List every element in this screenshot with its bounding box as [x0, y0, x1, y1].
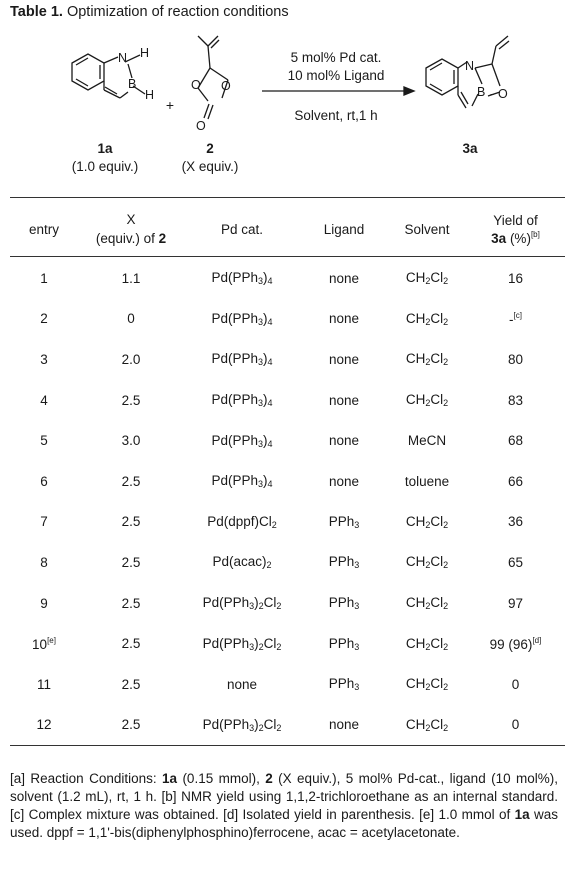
cell-yield: 66 [507, 473, 524, 489]
cell-solvent: toluene [404, 473, 450, 489]
cell-pd-cat: $Pd(PPh_3)_2Cl_2$ [202, 595, 282, 612]
table-row [10, 583, 565, 624]
cell-x-equiv: 2.5 [121, 595, 141, 611]
cell-ligand: none [328, 270, 360, 286]
table-row [10, 542, 565, 583]
atom-b-3a: B [477, 85, 486, 99]
cell-solvent: $CH_2Cl_2$ [405, 676, 449, 693]
label-3a: 3a [462, 141, 478, 156]
table-row [10, 623, 565, 664]
table-row [10, 258, 565, 299]
cell-solvent: $CH_2Cl_2$ [405, 716, 449, 733]
cell-yield: 97 [507, 595, 524, 611]
cell-entry: 12 [36, 717, 52, 733]
cell-yield: 65 [507, 554, 524, 570]
table-row [10, 461, 565, 502]
cell-x-equiv: 2.5 [121, 514, 141, 530]
cell-pd-cat: $Pd(PPh_3)_4$ [211, 270, 273, 287]
cell-entry: 1 [40, 270, 48, 286]
table-row [10, 339, 565, 380]
table-footnotes: [a] Reaction Conditions: 1a (0.15 mmol), 2 (X equiv.), 5 mol% Pd-cat., ligand (10 mol%), solvent (1.2 mL), rt, 1 h. [b] NMR yield using 1,1,2-trichloroethane as an internal standard. [c] Complex mixture was obtained. [d] Isolated yield in parenthesis. [e] 1.0 mmol of 1a was used. dppf = 1,1'-bis(diphenylphosphino)ferrocene, acac = acetylacetonate. [10, 771, 558, 840]
rule-top [10, 197, 565, 198]
table-row [10, 502, 565, 543]
cell-yield: 83 [507, 392, 524, 408]
cell-entry: 11 [36, 676, 51, 692]
cell-pd-cat: $Pd(acac)_2$ [212, 554, 272, 571]
cell-x-equiv: 3.0 [121, 433, 141, 449]
cell-entry: 8 [40, 554, 48, 570]
table-row [10, 380, 565, 421]
table-row [10, 420, 565, 461]
cell-pd-cat: $Pd(PPh_3)_4$ [211, 310, 273, 327]
caption-text: Optimization of reaction conditions [62, 4, 289, 20]
cell-ligand: PPh$_3$ [328, 513, 360, 530]
cell-yield: -[c] [509, 310, 522, 327]
cell-pd-cat: $Pd(PPh_3)_2Cl_2$ [202, 716, 282, 733]
cell-x-equiv: 2.5 [121, 676, 141, 692]
header-entry: entry [28, 221, 59, 237]
cell-ligand: none [328, 717, 360, 733]
label-1a-equiv: (1.0 equiv.) [71, 159, 139, 174]
cell-ligand: PPh$_3$ [328, 676, 360, 693]
cell-solvent: $CH_2Cl_2$ [405, 351, 449, 368]
caption-label: Table 1. [10, 4, 63, 20]
table-row [10, 664, 565, 705]
cell-entry: 7 [40, 514, 48, 530]
reagent-pd: 5 mol% Pd cat. [290, 50, 382, 65]
reaction-scheme [0, 24, 575, 194]
reaction-conditions: Solvent, rt,1 h [294, 108, 378, 123]
cell-entry: 5 [40, 433, 48, 449]
atom-o-2a: O [191, 78, 201, 92]
atom-o-2b: O [221, 79, 231, 93]
cell-ligand: none [328, 433, 360, 449]
header-solvent: Solvent [404, 221, 450, 237]
label-2-equiv: (X equiv.) [181, 159, 239, 174]
cell-pd-cat: $Pd(PPh_3)_4$ [211, 432, 273, 449]
cell-solvent: $CH_2Cl_2$ [405, 392, 449, 409]
atom-h-1a-b: H [145, 88, 155, 102]
table-body [10, 258, 565, 745]
cell-solvent: $CH_2Cl_2$ [405, 635, 449, 652]
label-1a: 1a [97, 141, 113, 156]
atom-n-1a: N [118, 51, 128, 65]
cell-x-equiv: 1.1 [121, 270, 141, 286]
rule-bottom [10, 745, 565, 746]
cell-x-equiv: 2.5 [121, 636, 141, 652]
structure-2 [198, 36, 228, 119]
cell-ligand: PPh$_3$ [328, 554, 360, 571]
cell-x-equiv: 2.5 [121, 717, 141, 733]
cell-pd-cat: $Pd(PPh_3)_4$ [211, 392, 273, 409]
cell-x-equiv: 2.5 [121, 554, 141, 570]
structure-1a [72, 54, 145, 98]
cell-pd-cat: $Pd(PPh_3)_2Cl_2$ [202, 635, 282, 652]
cell-x-equiv: 2.5 [121, 392, 141, 408]
cell-solvent: $CH_2Cl_2$ [405, 554, 449, 571]
cell-yield: 99 (96)[d] [489, 635, 542, 652]
cell-x-equiv: 2.0 [121, 351, 141, 367]
cell-entry: 4 [40, 392, 48, 408]
cell-x-equiv: 2.5 [121, 473, 141, 489]
cell-pd-cat: $Pd(PPh_3)_4$ [211, 351, 273, 368]
atom-h-1a-n: H [140, 46, 150, 60]
cell-x-equiv: 0 [127, 311, 135, 327]
atom-n-3a: N [465, 59, 475, 73]
cell-solvent: $CH_2Cl_2$ [405, 310, 449, 327]
cell-ligand: PPh$_3$ [328, 595, 360, 612]
table-header-row [10, 200, 565, 258]
header-pd-cat: Pd cat. [220, 221, 264, 237]
cell-solvent: $CH_2Cl_2$ [405, 595, 449, 612]
cell-entry: 10[e] [32, 635, 56, 652]
cell-yield: 0 [511, 717, 520, 733]
table-caption [10, 4, 289, 20]
cell-entry: 6 [40, 473, 48, 489]
header-x: X (equiv.) of 2 [95, 212, 167, 246]
cell-solvent: $CH_2Cl_2$ [405, 270, 449, 287]
header-yield: Yield of 3a (%)[b] [491, 212, 540, 246]
cell-pd-cat: none [226, 676, 258, 692]
label-2: 2 [206, 141, 214, 156]
reagent-ligand: 10 mol% Ligand [287, 68, 385, 83]
cell-pd-cat: $Pd(PPh_3)_4$ [211, 473, 273, 490]
cell-ligand: none [328, 473, 360, 489]
cell-yield: 68 [507, 433, 524, 449]
cell-entry: 2 [40, 311, 48, 327]
cell-ligand: none [328, 392, 360, 408]
cell-ligand: none [328, 311, 360, 327]
optimization-table [10, 200, 565, 745]
table-row [10, 299, 565, 340]
cell-solvent: $CH_2Cl_2$ [405, 513, 449, 530]
cell-yield: 80 [507, 351, 524, 367]
table-row [10, 705, 565, 746]
atom-b-1a: B [128, 77, 137, 91]
cell-entry: 3 [40, 351, 48, 367]
header-ligand: Ligand [323, 221, 365, 237]
cell-yield: 0 [511, 676, 520, 692]
plus-sign: + [165, 97, 175, 113]
atom-o-3a: O [498, 87, 508, 101]
reaction-arrow [262, 87, 414, 95]
cell-pd-cat: $Pd(dppf)Cl_2$ [207, 513, 277, 530]
cell-yield: 16 [507, 270, 524, 286]
cell-yield: 36 [507, 514, 524, 530]
cell-solvent: MeCN [407, 433, 447, 449]
cell-ligand: none [328, 351, 360, 367]
atom-o-2c: O [196, 119, 206, 133]
cell-entry: 9 [40, 595, 48, 611]
cell-ligand: PPh$_3$ [328, 635, 360, 652]
atom-dash-3a: - [490, 87, 495, 101]
